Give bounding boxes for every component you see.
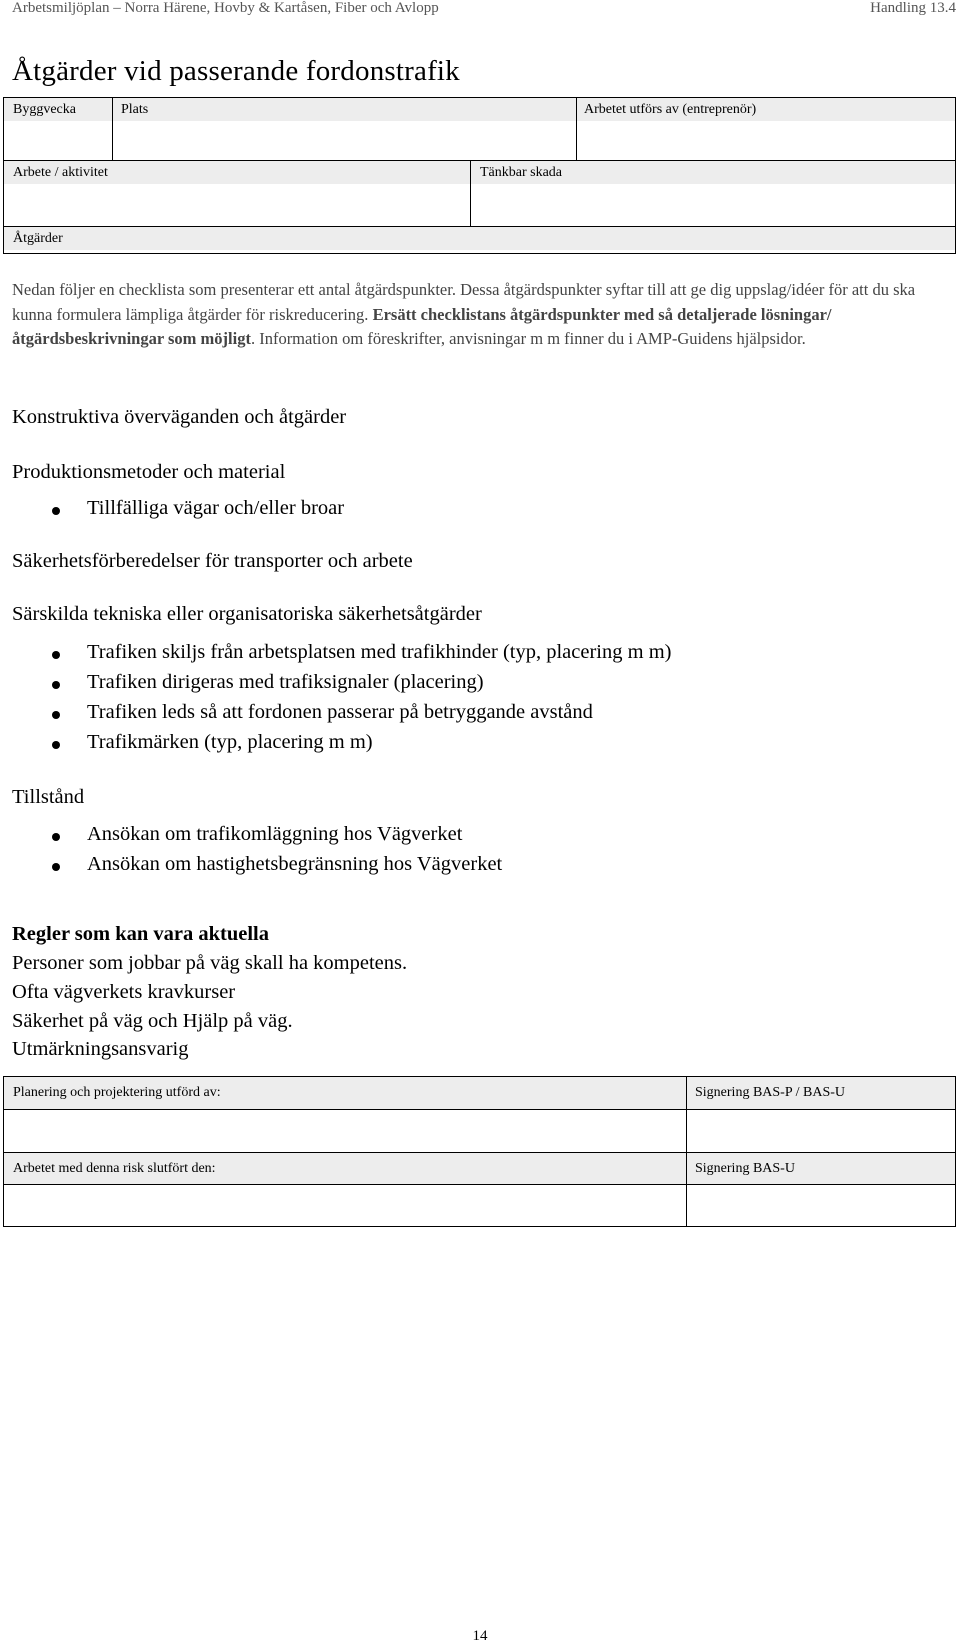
heading-sarskilda: Särskilda tekniska eller organisatoriska säkerhetsåtgärder xyxy=(12,603,482,625)
form-bottom-row-3 xyxy=(4,1153,955,1184)
form-top xyxy=(3,97,956,254)
divider xyxy=(686,1153,687,1184)
form-row-1-labels xyxy=(4,98,955,121)
planering-label: Planering och projektering utförd av: xyxy=(13,1085,221,1100)
bullet-icon xyxy=(52,711,60,719)
intro-text-1: Nedan följer en checklista som presenterar ett antal åtgärdspunkter. Dessa åtgärdspunkter syftar till att ge dig uppslag/idéer för att du ska kunna formulera lämpliga åtgärder för riskreducering. xyxy=(12,280,916,324)
form-bottom-row-3-labels xyxy=(4,1153,955,1184)
skada-field[interactable] xyxy=(471,184,955,226)
skada-label: Tänkbar skada xyxy=(480,165,563,180)
signering-2-field[interactable] xyxy=(687,1185,955,1226)
intro-paragraph xyxy=(12,278,942,352)
divider xyxy=(686,1077,687,1109)
form-bottom xyxy=(3,1076,956,1227)
bullet-icon xyxy=(52,863,60,871)
arbete-label: Arbete / aktivitet xyxy=(13,165,108,180)
bullet-icon xyxy=(52,651,60,659)
list-item-text: Tillfälliga vägar och/eller broar xyxy=(87,497,345,519)
list-item-text: Ansökan om hastighetsbegränsning hos Vägverket xyxy=(87,853,503,875)
bullet-icon xyxy=(52,681,60,689)
heading-regler: Regler som kan vara aktuella xyxy=(12,923,270,945)
header-right-text: Handling 13.4 xyxy=(870,0,956,16)
regler-line: Säkerhet på väg och Hjälp på väg. xyxy=(12,1010,293,1032)
heading-tillstand: Tillstånd xyxy=(12,786,85,808)
page-title: Åtgärder vid passerande fordonstrafik xyxy=(12,55,460,87)
list-item-text: Trafiken skiljs från arbetsplatsen med trafikhinder (typ, placering m m) xyxy=(87,641,672,663)
list-item-text: Trafiken leds så att fordonen passerar på betryggande avstånd xyxy=(87,701,593,723)
page-number: 14 xyxy=(472,1628,488,1644)
regler-line: Ofta vägverkets kravkurser xyxy=(12,981,236,1003)
signering-1-field[interactable] xyxy=(687,1110,955,1152)
header-left-text: Arbetsmiljöplan – Norra Härene, Hovby & Kartåsen, Fiber och Avlopp xyxy=(12,0,439,16)
form-row-2-labels xyxy=(4,161,955,184)
list-item-text: Trafikmärken (typ, placering m m) xyxy=(87,731,373,753)
heading-konstruktiva: Konstruktiva överväganden och åtgärder xyxy=(12,406,347,428)
heading-produktion: Produktionsmetoder och material xyxy=(12,461,286,483)
regler-line: Personer som jobbar på väg skall ha kompetens. xyxy=(12,952,408,974)
bullet-icon xyxy=(52,833,60,841)
form-bottom-row-1 xyxy=(4,1077,955,1109)
running-header xyxy=(12,0,956,16)
form-row-3 xyxy=(4,227,955,254)
form-bottom-row-1-labels xyxy=(4,1077,955,1109)
utfors-av-field[interactable] xyxy=(577,121,955,160)
planering-field[interactable] xyxy=(4,1110,686,1152)
form-row-2 xyxy=(4,161,955,226)
byggvecka-label: Byggvecka xyxy=(13,102,76,117)
byggvecka-field[interactable] xyxy=(4,121,112,160)
signering-1-label: Signering BAS-P / BAS-U xyxy=(695,1085,846,1100)
list-item-text: Trafiken dirigeras med trafiksignaler (placering) xyxy=(87,671,484,693)
regler-line: Utmärkningsansvarig xyxy=(12,1038,189,1060)
intro-text-2: . Information om föreskrifter, anvisningar m m finner du i AMP-Guidens hjälpsidor. xyxy=(250,329,806,348)
utfors-av-label: Arbetet utförs av (entreprenör) xyxy=(584,102,757,117)
bullet-icon xyxy=(52,507,60,515)
slutfort-field[interactable] xyxy=(4,1185,686,1226)
intro-text-bold: Ersätt checklistans åtgärdspunkter med så detaljerade lösningar/åtgärdsbeskrivningar som möjligt xyxy=(12,304,832,348)
arbete-field[interactable] xyxy=(4,184,470,226)
signering-2-label: Signering BAS-U xyxy=(695,1161,795,1176)
form-bottom-row-4 xyxy=(4,1185,955,1226)
atgarder-label: Åtgärder xyxy=(4,227,955,250)
form-row-1 xyxy=(4,98,955,160)
list-item-text: Ansökan om trafikomläggning hos Vägverket xyxy=(87,823,463,845)
plats-field[interactable] xyxy=(113,121,576,160)
plats-label: Plats xyxy=(121,102,149,117)
form-bottom-row-2 xyxy=(4,1110,955,1152)
heading-sakerhetsforberedelser: Säkerhetsförberedelser för transporter och arbete xyxy=(12,550,413,572)
slutfort-label: Arbetet med denna risk slutfört den: xyxy=(13,1161,216,1176)
bullet-icon xyxy=(52,741,60,749)
